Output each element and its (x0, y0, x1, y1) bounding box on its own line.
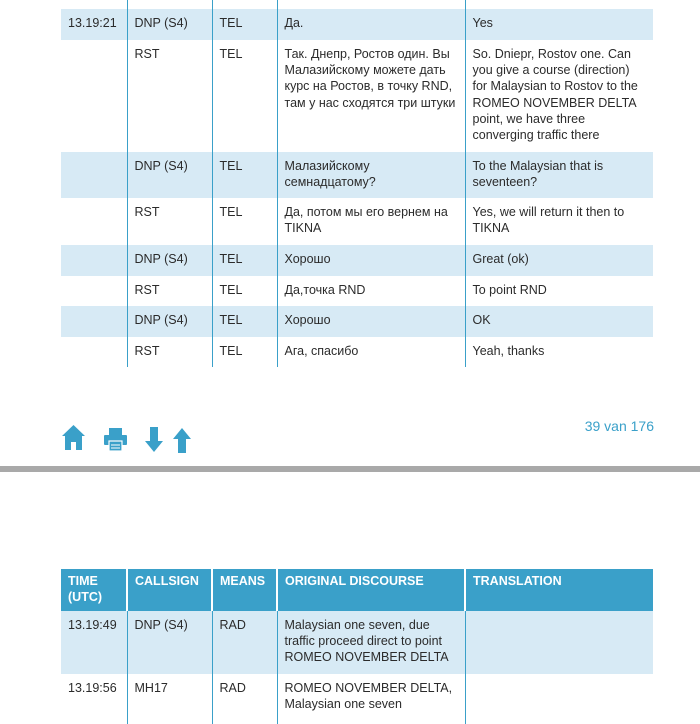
cell-original-discourse: Да. (277, 9, 465, 40)
cell-original-discourse: Хорошо (277, 245, 465, 276)
cell-original-discourse: Так. Днепр, Ростов один. Вы Малазийскому можете дать курс на Ростов, в точку RND, там у нас сходятся три штуки (277, 40, 465, 152)
arrow-up-icon[interactable] (173, 427, 191, 453)
cell-time: 13.19:21 (61, 9, 127, 40)
cell-callsign: DNP (S4) (127, 611, 212, 674)
header-translation: TRANSLATION (465, 569, 653, 611)
cell-original-discourse: Да, потом мы его вернем на TIKNA (277, 198, 465, 245)
cell-time (61, 337, 127, 367)
cell-callsign: DNP (S4) (127, 152, 212, 198)
cell-translation: OK (465, 306, 653, 337)
cell-means: TEL (212, 337, 277, 367)
document-page-40 (0, 472, 700, 712)
cell-means: TEL (212, 9, 277, 40)
table-row (61, 306, 653, 337)
cell-time (61, 276, 127, 306)
cell-time (61, 306, 127, 337)
transcript-table (61, 0, 653, 367)
print-icon[interactable] (103, 427, 128, 452)
cell-time: 13.19:56 (61, 674, 127, 724)
cell-means: RAD (212, 674, 277, 724)
transcript-table (61, 569, 653, 724)
cell-callsign: MH17 (127, 674, 212, 724)
cell-translation: So. Dniepr, Rostov one. Can you give a course (direction) for Malaysian to Rostov to the ROMEO NOVEMBER DELTA point, we have three converging traffic there (465, 40, 653, 152)
cell-original-discourse: Малазийскому семнадцатому? (277, 152, 465, 198)
table-row (61, 245, 653, 276)
header-means: MEANS (212, 569, 277, 611)
cell-callsign: RST (127, 337, 212, 367)
table-row (61, 152, 653, 198)
table-row (61, 0, 653, 9)
cell-time (61, 152, 127, 198)
cell-means: TEL (212, 276, 277, 306)
cell-translation: To the Malaysian that is seventeen? (465, 152, 653, 198)
table-header-row (61, 569, 653, 611)
cell-time (61, 245, 127, 276)
cell-callsign: DNP (S4) (127, 9, 212, 40)
cell-means (212, 0, 277, 9)
table-row (61, 611, 653, 674)
cell-original-discourse: Ага, спасибо (277, 337, 465, 367)
cell-callsign: DNP (S4) (127, 306, 212, 337)
cell-time: 13.19:49 (61, 611, 127, 674)
cell-means: TEL (212, 306, 277, 337)
cell-callsign: RST (127, 40, 212, 152)
cell-means: TEL (212, 198, 277, 245)
table-row (61, 9, 653, 40)
cell-callsign: RST (127, 276, 212, 306)
cell-time (61, 198, 127, 245)
cell-time (61, 0, 127, 9)
cell-callsign (127, 0, 212, 9)
home-icon[interactable] (61, 424, 86, 451)
page-number: 39 van 176 (584, 418, 654, 434)
cell-means: TEL (212, 40, 277, 152)
cell-translation: Yeah, thanks (465, 337, 653, 367)
cell-original-discourse: ROMEO NOVEMBER DELTA, Malaysian one seven (277, 674, 465, 724)
cell-original-discourse: Да,точка RND (277, 276, 465, 306)
header-time: TIME (UTC) (61, 569, 127, 611)
cell-original-discourse (277, 0, 465, 9)
header-callsign: CALLSIGN (127, 569, 212, 611)
cell-translation: Yes (465, 9, 653, 40)
cell-translation: To point RND (465, 276, 653, 306)
cell-original-discourse: Хорошо (277, 306, 465, 337)
cell-callsign: RST (127, 198, 212, 245)
cell-callsign: DNP (S4) (127, 245, 212, 276)
cell-translation (465, 0, 653, 9)
table-row (61, 40, 653, 152)
cell-translation (465, 674, 653, 724)
cell-translation: Great (ok) (465, 245, 653, 276)
table-row (61, 674, 653, 724)
cell-translation (465, 611, 653, 674)
header-original-discourse: ORIGINAL DISCOURSE (277, 569, 465, 611)
cell-means: RAD (212, 611, 277, 674)
cell-time (61, 40, 127, 152)
cell-means: TEL (212, 152, 277, 198)
cell-original-discourse: Malaysian one seven, due traffic proceed direct to point ROMEO NOVEMBER DELTA (277, 611, 465, 674)
cell-translation: Yes, we will return it then to TIKNA (465, 198, 653, 245)
table-row (61, 198, 653, 245)
cell-means: TEL (212, 245, 277, 276)
table-row (61, 337, 653, 367)
navigation-bar (61, 424, 201, 454)
arrow-down-icon[interactable] (145, 427, 163, 453)
table-row (61, 276, 653, 306)
